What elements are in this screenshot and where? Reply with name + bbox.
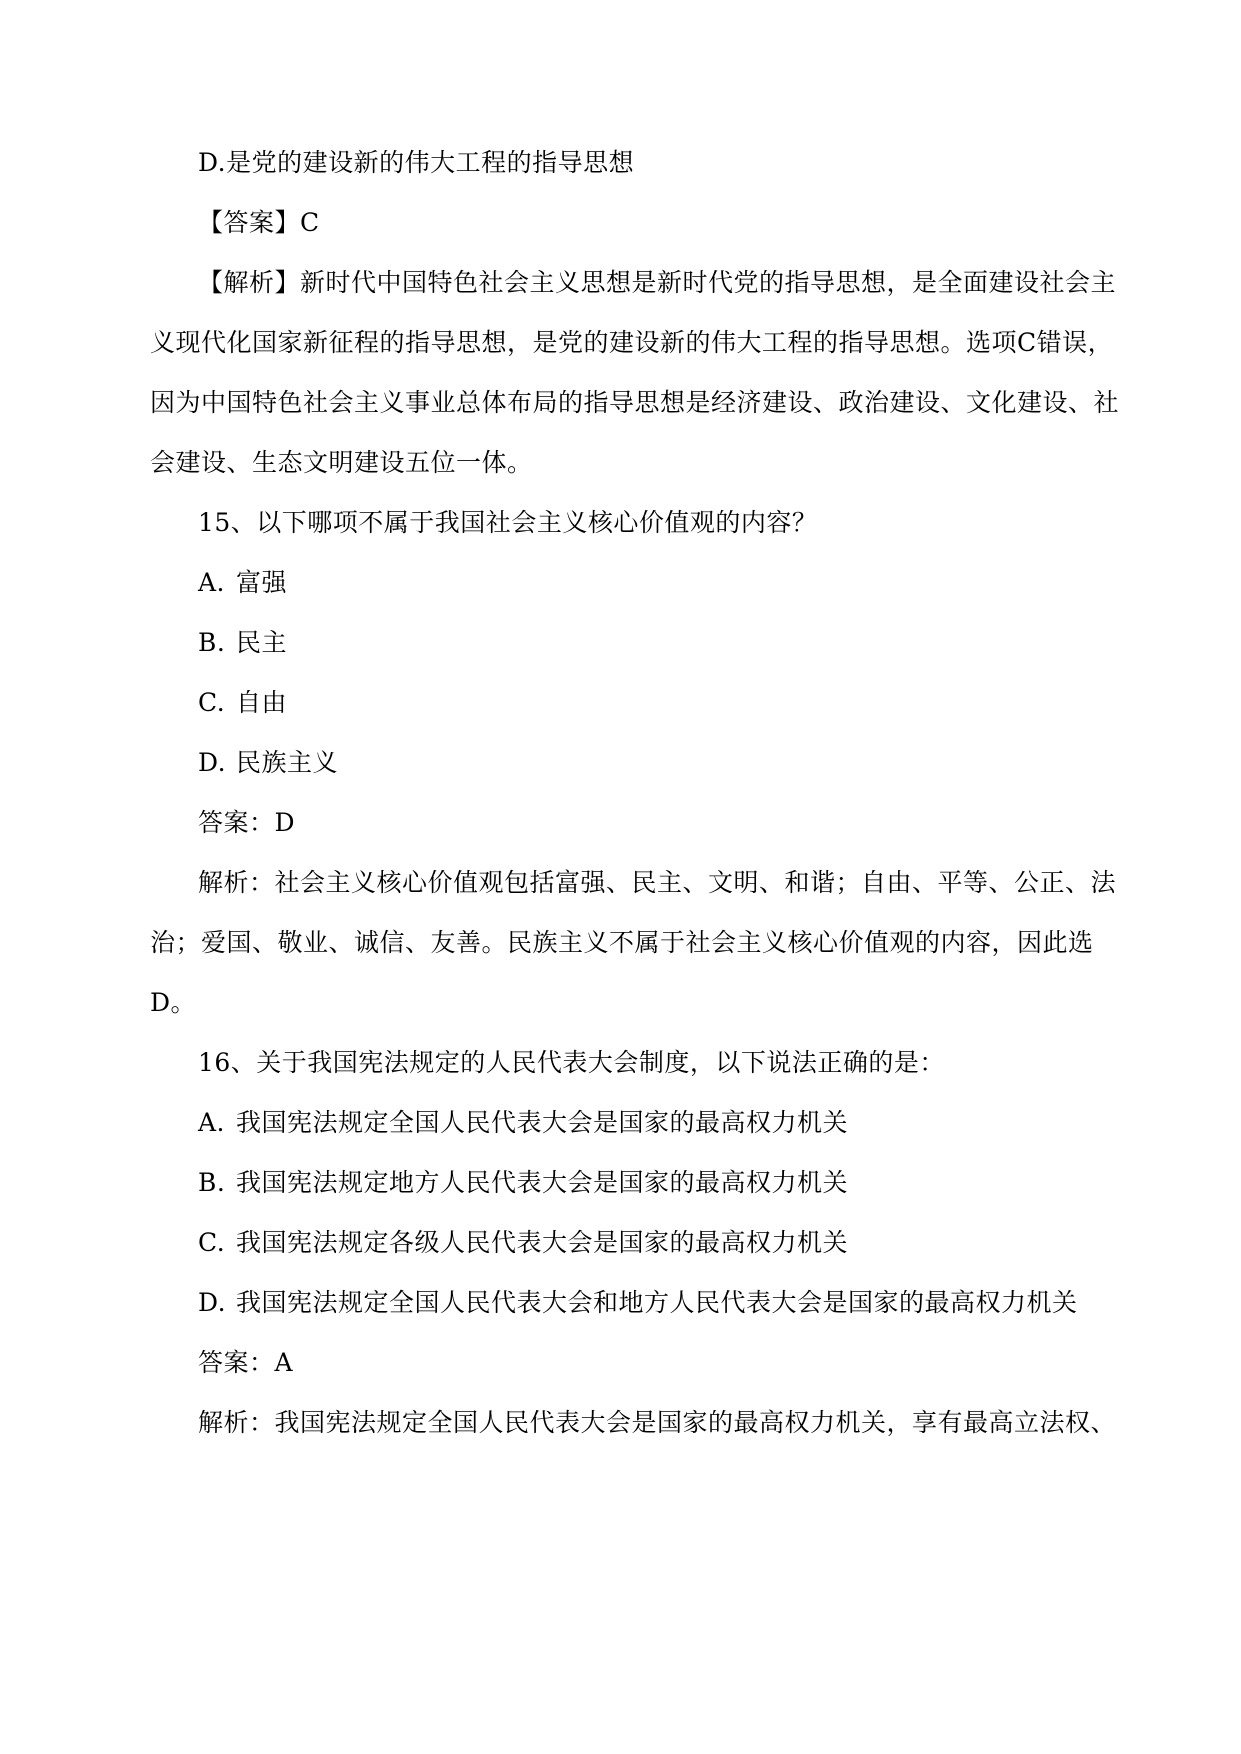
q15-analysis-line-1: 解析：社会主义核心价值观包括富强、民主、文明、和谐；自由、平等、公正、法 bbox=[198, 868, 1117, 897]
q16-analysis-line-1: 解析：我国宪法规定全国人民代表大会是国家的最高权力机关，享有最高立法权、 bbox=[198, 1408, 1117, 1437]
q15-option-d bbox=[198, 748, 338, 778]
prev-analysis-line-1: 【解析】新时代中国特色社会主义思想是新时代党的指导思想，是全面建设社会主 bbox=[198, 268, 1117, 297]
q15-option-c bbox=[198, 688, 287, 718]
q15-analysis-line-3: D。 bbox=[150, 988, 197, 1017]
q15-option-a bbox=[198, 568, 287, 598]
q15-option-b bbox=[198, 628, 287, 658]
option-text: 我国宪法规定地方人民代表大会是国家的最高权力机关 bbox=[236, 1168, 849, 1197]
q16-answer: 答案：A bbox=[198, 1348, 294, 1377]
prev-analysis-line-2: 义现代化国家新征程的指导思想，是党的建设新的伟大工程的指导思想。选项C错误， bbox=[150, 328, 1114, 357]
option-text: 我国宪法规定各级人民代表大会是国家的最高权力机关 bbox=[236, 1228, 849, 1257]
q16-option-a bbox=[198, 1108, 848, 1138]
prev-analysis-line-3: 因为中国特色社会主义事业总体布局的指导思想是经济建设、政治建设、文化建设、社 bbox=[150, 388, 1120, 417]
option-letter: B. bbox=[198, 1168, 226, 1197]
option-letter: A. bbox=[198, 1108, 226, 1137]
option-text: 民主 bbox=[236, 628, 288, 657]
option-text: 自由 bbox=[236, 688, 288, 717]
option-text: 富强 bbox=[236, 568, 288, 597]
option-letter: D. bbox=[198, 1288, 227, 1317]
q16-option-d bbox=[198, 1288, 1078, 1318]
q16-question: 16、关于我国宪法规定的人民代表大会制度，以下说法正确的是： bbox=[198, 1048, 945, 1077]
q15-analysis-line-2: 治；爱国、敬业、诚信、友善。民族主义不属于社会主义核心价值观的内容，因此选 bbox=[150, 928, 1094, 957]
prev-answer: 【答案】C bbox=[198, 208, 320, 237]
option-text: 我国宪法规定全国人民代表大会是国家的最高权力机关 bbox=[236, 1108, 849, 1137]
option-text: 民族主义 bbox=[236, 748, 339, 777]
option-text: 我国宪法规定全国人民代表大会和地方人民代表大会是国家的最高权力机关 bbox=[236, 1288, 1078, 1317]
q15-question: 15、以下哪项不属于我国社会主义核心价值观的内容？ bbox=[198, 508, 818, 537]
option-letter: C. bbox=[198, 1228, 226, 1257]
q15-answer: 答案：D bbox=[198, 808, 296, 837]
option-letter: B. bbox=[198, 628, 226, 657]
q16-option-b bbox=[198, 1168, 848, 1198]
q16-option-c bbox=[198, 1228, 848, 1258]
option-letter: A. bbox=[198, 568, 226, 597]
prev-analysis-line-4: 会建设、生态文明建设五位一体。 bbox=[150, 448, 533, 477]
prev-option-d: D.是党的建设新的伟大工程的指导思想 bbox=[198, 148, 635, 177]
option-letter: D. bbox=[198, 748, 227, 777]
option-letter: C. bbox=[198, 688, 226, 717]
